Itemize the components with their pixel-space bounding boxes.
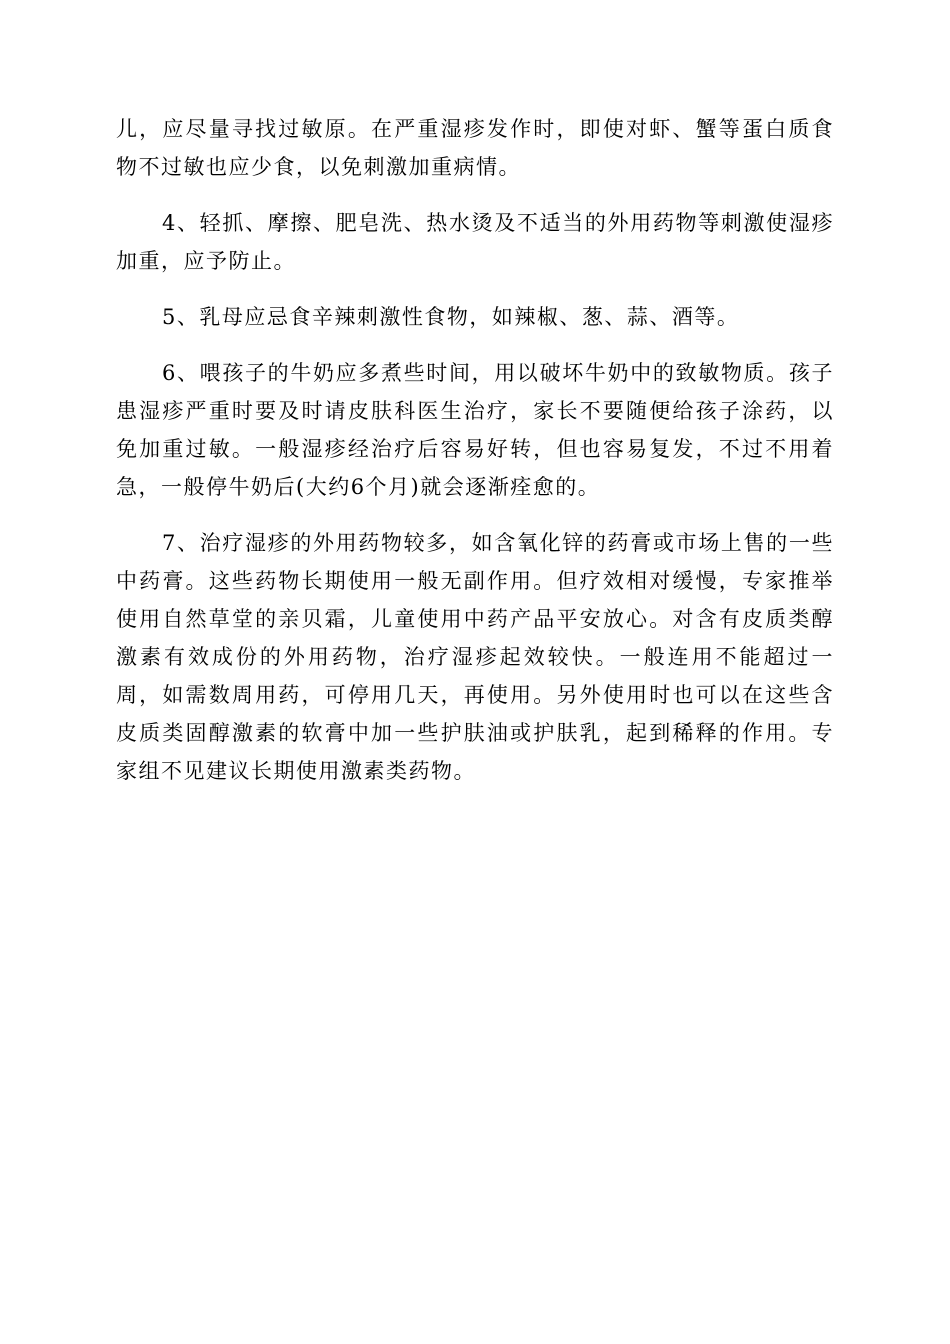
paragraph-item-4: 4、轻抓、摩擦、肥皂洗、热水烫及不适当的外用药物等刺激使湿疹加重，应予防止。 <box>116 211 834 273</box>
paragraph-item-7: 7、治疗湿疹的外用药物较多，如含氧化锌的药膏或市场上售的一些中药膏。这些药物长期使用一般无副作用。但疗效相对缓慢，专家推举使用自然草堂的亲贝霜，儿童使用中药产品平安放心。对含有皮质类醇激素有效成份的外用药物，治疗湿疹起效较快。一般连用不能超过一周，如需数周用药，可停用几天，再使用。另外使用时也可以在这些含皮质类固醇激素的软膏中加一些护肤油或护肤乳，起到稀释的作用。专家组不见建议长期使用激素类药物。 <box>116 531 834 783</box>
paragraph-item-5: 5、乳母应忌食辛辣刺激性食物，如辣椒、葱、蒜、酒等。 <box>162 305 740 329</box>
document-body <box>116 110 834 808</box>
paragraph-continuation: 儿，应尽量寻找过敏原。在严重湿疹发作时，即使对虾、蟹等蛋白质食物不过敏也应少食，以免刺激加重病情。 <box>116 117 834 179</box>
paragraph-item-6: 6、喂孩子的牛奶应多煮些时间，用以破坏牛奶中的致敏物质。孩子患湿疹严重时要及时请皮肤科医生治疗，家长不要随便给孩子涂药，以免加重过敏。一般湿疹经治疗后容易好转，但也容易复发，不过不用着急，一般停牛奶后(大约6个月)就会逐渐痊愈的。 <box>116 361 834 499</box>
